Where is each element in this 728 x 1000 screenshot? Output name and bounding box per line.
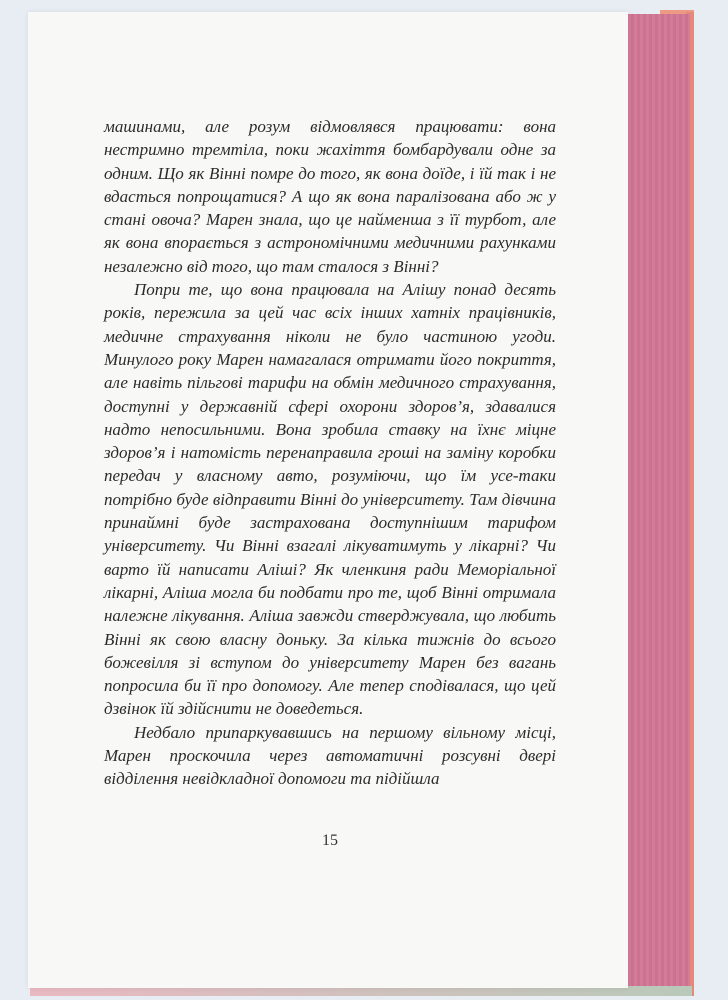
paragraph: машинами, але розум відмовлявся працювати: вона нестримно тремтіла, поки жахіття бомбардували одне за одним. Що як Вінні помре до того, як вона доїде, і їй так і не вдасться попрощатися? А що як вона паралізована або ж у стані овоча? Марен знала, що це найменша з її турбот, але як вона впорається з астрономічними медичними рахунками незалежно від того, що там сталося з Вінні?	[104, 117, 556, 276]
page-number: 15	[322, 831, 338, 849]
page-content	[104, 115, 556, 851]
paragraph: Недбало припаркувавшись на першому вільному місці, Марен проскочила через автоматичні розсувні двері відділення невідкладної допомоги та підійшла	[104, 722, 556, 789]
paragraph: Попри те, що вона працювала на Алішу понад десять років, пережила за цей час всіх інших хатніх працівників, медичне страхування ніколи не було частиною угоди. Минулого року Марен намагалася отримати його покриття, але навіть пільгові тарифи на обмін медичного страхування, доступні у державній сфері охорони здоров’я, здавалися надто непосильними. Вона зробила ставку на їхнє міцне здоров’я і натомість перенаправила гроші на заміну коробки передач у власному авто, розуміючи, що їм усе-таки потрібно буде відправити Вінні до університету. Там дівчина принаймні буде застрахована доступнішим тарифом університету. Чи Вінні взагалі лікуватимуть у лікарні? Чи варто їй написати Аліші? Як членкиня ради Меморіальної лікарні, Аліша могла би подбати про те, щоб Вінні отримала належне лікування. Аліша завжди стверджувала, що любить Вінні як свою власну доньку. За кілька тижнів до всього божевілля зі вступом до університету Марен без вагань попросила би її про допомогу. Але тепер сподівалася, що цей дзвінок їй здійснити не доведеться.	[104, 280, 556, 719]
book-page-edges	[628, 14, 690, 996]
page-text	[104, 115, 556, 791]
